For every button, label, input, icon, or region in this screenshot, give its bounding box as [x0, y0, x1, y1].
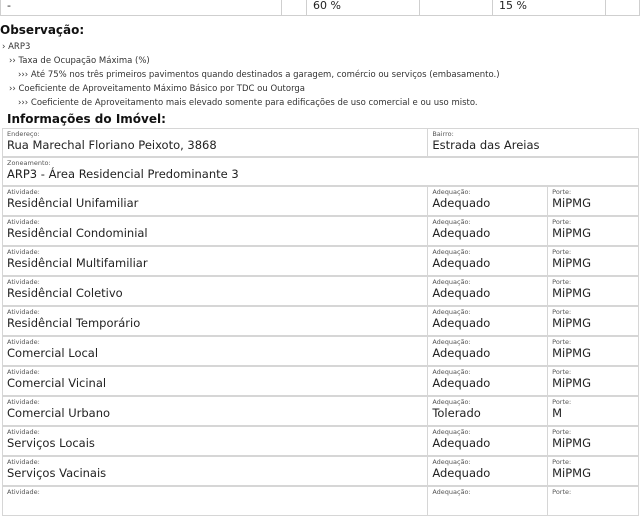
atividade-value: Comercial Vicinal: [7, 376, 107, 390]
adequacao-cell: [428, 457, 548, 486]
atividade-value: Residêncial Temporário: [7, 316, 141, 330]
atividade-label: Atividade:: [7, 458, 40, 466]
porte-cell: [548, 487, 639, 516]
bairro-cell: [428, 129, 639, 157]
activity-row: [2, 486, 639, 516]
endereco-value: Rua Marechal Floriano Peixoto, 3868: [7, 138, 217, 152]
adequacao-cell: [428, 427, 548, 456]
atividade-cell: [3, 187, 428, 216]
atividade-cell: [3, 397, 428, 426]
porte-label: Porte:: [552, 338, 572, 346]
adequacao-cell: [428, 487, 548, 516]
zoneamento-row: [2, 157, 639, 186]
porte-value: MiPMG: [552, 436, 592, 450]
atividade-cell: [3, 487, 428, 516]
atividade-cell: [3, 367, 428, 396]
porte-label: Porte:: [552, 278, 572, 286]
porte-label: Porte:: [552, 308, 572, 316]
adequacao-label: Adequação:: [432, 428, 471, 436]
porte-cell: [548, 397, 639, 426]
adequacao-cell: [428, 217, 548, 246]
adequacao-value: Tolerado: [432, 406, 481, 420]
address-row: [2, 128, 639, 157]
observacao-item-detail: ››› Até 75% nos três primeiros pavimentos quando destinados a garagem, comércio ou serviços (embasamento.): [18, 70, 500, 80]
atividade-cell: [3, 457, 428, 486]
adequacao-label: Adequação:: [432, 338, 471, 346]
atividade-cell: [3, 217, 428, 246]
adequacao-value: Adequado: [432, 436, 491, 450]
atividade-value: Comercial Urbano: [7, 406, 111, 420]
atividade-label: Atividade:: [7, 188, 40, 196]
table-cell: [606, 0, 640, 16]
adequacao-label: Adequação:: [432, 188, 471, 196]
adequacao-label: Adequação:: [432, 248, 471, 256]
atividade-value: Serviços Vacinais: [7, 466, 107, 480]
porte-cell: [548, 217, 639, 246]
adequacao-value: Adequado: [432, 256, 491, 270]
atividade-value: Residêncial Condominial: [7, 226, 148, 240]
parameters-table-top-row: [0, 0, 640, 16]
adequacao-value: Adequado: [432, 376, 491, 390]
adequacao-label: Adequação:: [432, 218, 471, 226]
porte-label: Porte:: [552, 488, 572, 496]
activity-row: [2, 246, 639, 276]
porte-value: MiPMG: [552, 466, 592, 480]
porte-value: MiPMG: [552, 376, 592, 390]
endereco-label: Endereço:: [7, 130, 40, 138]
adequacao-label: Adequação:: [432, 308, 471, 316]
atividade-value: Residêncial Coletivo: [7, 286, 123, 300]
atividade-label: Atividade:: [7, 308, 40, 316]
activity-row: [2, 306, 639, 336]
porte-cell: [548, 187, 639, 216]
atividade-value: Serviços Locais: [7, 436, 95, 450]
endereco-cell: [3, 129, 428, 157]
porte-label: Porte:: [552, 188, 572, 196]
activity-row: [2, 216, 639, 246]
adequacao-value: Adequado: [432, 226, 491, 240]
adequacao-label: Adequação:: [432, 368, 471, 376]
atividade-label: Atividade:: [7, 428, 40, 436]
porte-cell: [548, 307, 639, 336]
adequacao-value: Adequado: [432, 466, 491, 480]
activity-row: [2, 186, 639, 216]
bairro-label: Bairro:: [432, 130, 454, 138]
atividade-cell: [3, 337, 428, 366]
activity-row: [2, 336, 639, 366]
info-title: Informações do Imóvel:: [7, 112, 166, 126]
atividade-label: Atividade:: [7, 278, 40, 286]
zoneamento-cell: [3, 158, 639, 186]
porte-value: MiPMG: [552, 286, 592, 300]
atividade-label: Atividade:: [7, 398, 40, 406]
adequacao-value: Adequado: [432, 346, 491, 360]
adequacao-cell: [428, 187, 548, 216]
activity-row: [2, 366, 639, 396]
table-cell: -: [1, 0, 282, 16]
table-row: [1, 0, 640, 16]
porte-cell: [548, 427, 639, 456]
zone-code: › ARP3: [2, 42, 31, 52]
porte-cell: [548, 457, 639, 486]
zoneamento-label: Zoneamento:: [7, 159, 51, 167]
property-info-grid: [2, 128, 639, 516]
activity-row: [2, 276, 639, 306]
observacao-title: Observação:: [0, 23, 85, 37]
adequacao-label: Adequação:: [432, 458, 471, 466]
adequacao-label: Adequação:: [432, 488, 471, 496]
atividade-cell: [3, 427, 428, 456]
porte-value: MiPMG: [552, 316, 592, 330]
atividade-value: Comercial Local: [7, 346, 99, 360]
porte-cell: [548, 337, 639, 366]
porte-label: Porte:: [552, 248, 572, 256]
adequacao-cell: [428, 247, 548, 276]
adequacao-label: Adequação:: [432, 398, 471, 406]
atividade-value: Residêncial Unifamiliar: [7, 196, 139, 210]
adequacao-cell: [428, 307, 548, 336]
porte-value: MiPMG: [552, 226, 592, 240]
atividade-label: Atividade:: [7, 368, 40, 376]
porte-cell: [548, 247, 639, 276]
porte-value: MiPMG: [552, 346, 592, 360]
porte-label: Porte:: [552, 368, 572, 376]
porte-cell: [548, 367, 639, 396]
observacao-item-detail: ››› Coeficiente de Aproveitamento mais elevado somente para edificações de uso comercial e ou uso misto.: [18, 98, 478, 108]
porte-cell: [548, 277, 639, 306]
adequacao-cell: [428, 277, 548, 306]
observacao-item-label: ›› Coeficiente de Aproveitamento Máximo Básico por TDC ou Outorga: [9, 84, 306, 94]
table-cell: [420, 0, 493, 16]
porte-value: MiPMG: [552, 256, 592, 270]
zoneamento-value: ARP3 - Área Residencial Predominante 3: [7, 167, 239, 181]
atividade-cell: [3, 277, 428, 306]
activity-rows: [2, 186, 639, 516]
porte-label: Porte:: [552, 398, 572, 406]
adequacao-value: Adequado: [432, 196, 491, 210]
atividade-cell: [3, 307, 428, 336]
atividade-label: Atividade:: [7, 248, 40, 256]
atividade-label: Atividade:: [7, 488, 40, 496]
activity-row: [2, 456, 639, 486]
porte-label: Porte:: [552, 428, 572, 436]
table-cell: [282, 0, 307, 16]
observacao-item-label: ›› Taxa de Ocupação Máxima (%): [9, 56, 150, 66]
adequacao-value: Adequado: [432, 286, 491, 300]
atividade-value: Residêncial Multifamiliar: [7, 256, 148, 270]
activity-row: [2, 426, 639, 456]
porte-label: Porte:: [552, 218, 572, 226]
atividade-label: Atividade:: [7, 338, 40, 346]
adequacao-cell: [428, 367, 548, 396]
adequacao-cell: [428, 337, 548, 366]
porte-value: M: [552, 406, 563, 420]
adequacao-cell: [428, 397, 548, 426]
table-cell: 15 %: [493, 0, 606, 16]
atividade-cell: [3, 247, 428, 276]
table-cell: 60 %: [307, 0, 420, 16]
porte-label: Porte:: [552, 458, 572, 466]
activity-row: [2, 396, 639, 426]
observacao-list: [0, 40, 640, 110]
porte-value: MiPMG: [552, 196, 592, 210]
adequacao-value: Adequado: [432, 316, 491, 330]
bairro-value: Estrada das Areias: [432, 138, 540, 152]
atividade-label: Atividade:: [7, 218, 40, 226]
adequacao-label: Adequação:: [432, 278, 471, 286]
